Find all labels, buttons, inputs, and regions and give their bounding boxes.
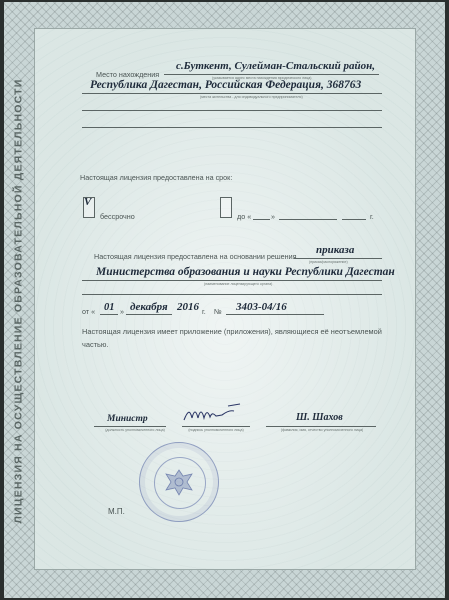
location-line2-note: (места жительства - для индивидуального предпринимателя) [200, 95, 303, 99]
location-empty-rule-1 [82, 110, 382, 111]
decision-type-rule [294, 258, 382, 259]
basis-label: Настоящая лицензия предоставлена на основании решения [94, 252, 297, 261]
license-sheet [4, 2, 445, 598]
term-until-checkbox [220, 197, 232, 218]
term-unlimited-label: бессрочно [100, 212, 135, 221]
location-line1: с.Буткент, Сулейман-Стальский район, [176, 60, 376, 72]
term-quote-close: » [271, 212, 275, 221]
location-line2: Республика Дагестан, Российская Федерация, 368763 [90, 79, 362, 91]
term-until-label: до « [237, 212, 252, 221]
term-day-rule [253, 219, 270, 220]
location-empty-rule-2 [82, 127, 382, 128]
decision-type-note: (приказ/распоряжение) [309, 260, 348, 264]
location-line2-rule [82, 93, 382, 94]
date-month-rule [126, 314, 172, 315]
date-day-rule [100, 314, 118, 315]
location-label: Место нахождения [96, 70, 160, 79]
date-day: 01 [104, 302, 115, 313]
date-year: 2016 [177, 301, 199, 313]
date-month: декабря [130, 301, 168, 313]
side-title [6, 12, 30, 590]
signature-note: (подпись уполномоченного лица) [188, 428, 244, 432]
authority-note: (наименование лицензирующего органа) [204, 282, 273, 286]
number-rule [226, 314, 324, 315]
stamp-label: М.П. [108, 507, 125, 516]
term-year-suffix: г. [370, 212, 374, 221]
date-quote-close: » [120, 307, 124, 316]
signatory-rule [266, 426, 376, 427]
check-mark: V [84, 196, 92, 208]
authority-empty-rule [82, 294, 382, 295]
signature-rule [182, 426, 250, 427]
signatory-name: Ш. Шахов [296, 412, 343, 423]
signatory-note: (фамилия, имя, отчество уполномоченного лица) [280, 428, 364, 432]
position-rule [94, 426, 166, 427]
licensing-authority: Министерства образования и науки Республики Дагестан [96, 266, 395, 278]
eagle-emblem-icon [162, 465, 196, 499]
side-title-text: ЛИЦЕНЗИЯ НА ОСУЩЕСТВЛЕНИЕ ОБРАЗОВАТЕЛЬНОЙ ДЕЯТЕЛЬНОСТИ [12, 78, 25, 524]
position-name: Министр [107, 414, 148, 424]
date-year-suffix: г. [202, 307, 206, 316]
license-number: 3403-04/16 [236, 301, 287, 313]
position-note: (должность уполномоченного лица) [105, 428, 165, 432]
number-label: № [214, 307, 222, 316]
location-line1-note: (указывается адрес места нахождения юридического лица) [212, 76, 312, 80]
official-seal [139, 442, 219, 522]
authority-rule [82, 280, 382, 281]
term-year-rule [342, 219, 366, 220]
location-line1-rule [164, 74, 379, 75]
appendix-text: Настоящая лицензия имеет приложение (приложения), являющиеся её неотъемлемой частью. [82, 327, 382, 349]
date-from-label: от « [82, 307, 96, 316]
term-label: Настоящая лицензия предоставлена на срок: [80, 173, 233, 182]
handwritten-signature [180, 402, 250, 426]
term-month-rule [279, 219, 337, 220]
decision-type: приказа [316, 244, 355, 256]
